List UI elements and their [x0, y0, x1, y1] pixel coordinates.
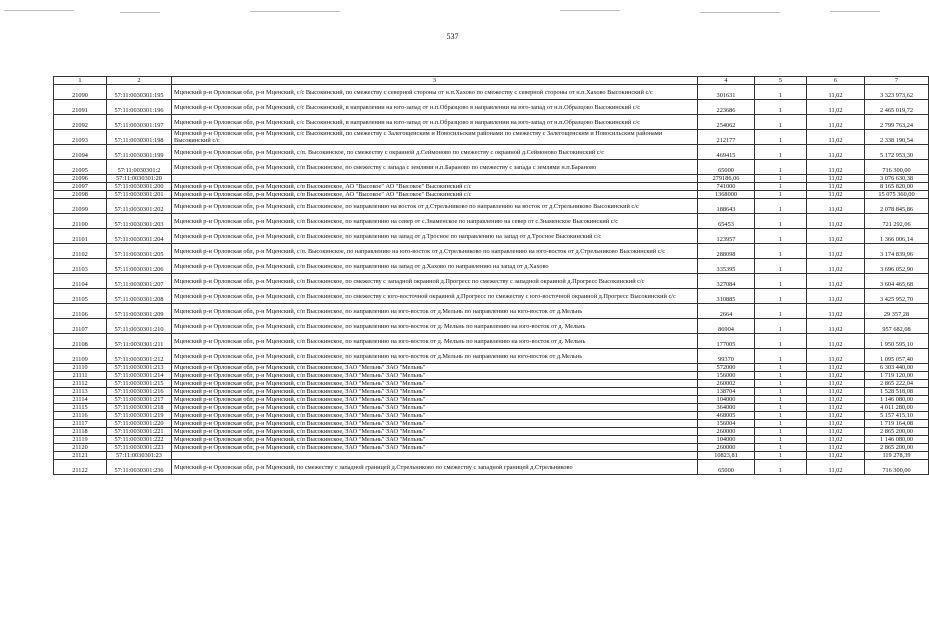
- rate: 11,02: [807, 100, 865, 115]
- quantity: 1: [755, 319, 807, 334]
- cadastral-number: 57:11:0030301:209: [107, 304, 172, 319]
- row-number: 21095: [54, 160, 107, 175]
- area: 223686: [698, 100, 755, 115]
- cadastral-number: 57:11:0030301:2: [107, 160, 172, 175]
- cadastral-number: 57:11:0030301:204: [107, 229, 172, 244]
- row-number: 21118: [54, 428, 107, 436]
- row-number: 21113: [54, 388, 107, 396]
- area: 301631: [698, 85, 755, 100]
- quantity: 1: [755, 214, 807, 229]
- cadastral-number: 57:11:0030301:221: [107, 428, 172, 436]
- location-description: Мценский р-н Орловская обл, р-н Мценский, с/п Высокинское, ЗАО "Мельнь" ЗАО "Мельнь": [172, 420, 698, 428]
- area: 138704: [698, 388, 755, 396]
- area: 468005: [698, 412, 755, 420]
- row-number: 21119: [54, 436, 107, 444]
- location-description: Мценский р-н Орловская обл, р-н Мценский, с/с Высокинский, по смежеству с северной стороны от н.п.Хахово по смежеству с северной стороны от н.п.Хахово Высокинский с/с: [172, 85, 698, 100]
- table-row: [54, 85, 929, 100]
- quantity: 1: [755, 452, 807, 460]
- quantity: 1: [755, 160, 807, 175]
- rate: 11,02: [807, 183, 865, 191]
- area: 254062: [698, 115, 755, 130]
- area: 177005: [698, 334, 755, 349]
- cadastral-value: 5 157 415,10: [865, 412, 929, 420]
- cadastral-number: 57:11:0030301:222: [107, 436, 172, 444]
- cadastral-number: 57:11:0030301:199: [107, 145, 172, 160]
- row-number: 21101: [54, 229, 107, 244]
- cadastral-number: 57:11:0030301:218: [107, 404, 172, 412]
- table-row: [54, 444, 929, 452]
- quantity: 1: [755, 460, 807, 475]
- area: 65000: [698, 160, 755, 175]
- cadastral-number: 57:11:0030301:212: [107, 349, 172, 364]
- table-row: [54, 130, 929, 145]
- row-number: 21091: [54, 100, 107, 115]
- area: 2664: [698, 304, 755, 319]
- rate: 11,02: [807, 388, 865, 396]
- table-row: [54, 428, 929, 436]
- rate: 11,02: [807, 304, 865, 319]
- row-number: 21111: [54, 372, 107, 380]
- area: 288098: [698, 244, 755, 259]
- table-row: [54, 183, 929, 191]
- cadastral-value: 2 465 019,72: [865, 100, 929, 115]
- rate: 11,02: [807, 319, 865, 334]
- location-description: [172, 452, 698, 460]
- row-number: 21092: [54, 115, 107, 130]
- area: 156004: [698, 420, 755, 428]
- area: 65000: [698, 460, 755, 475]
- quantity: 1: [755, 349, 807, 364]
- row-number: 21104: [54, 274, 107, 289]
- row-number: 21100: [54, 214, 107, 229]
- location-description: Мценский р-н Орловская обл, р-н Мценский, с/п Высокинское, по направлению на восток от д.Стрельниково по направлению на восток от д.Стрельниково Высокинский с/с: [172, 199, 698, 214]
- area: 123957: [698, 229, 755, 244]
- column-number: 4: [698, 77, 755, 85]
- cadastral-value: 1 528 518,08: [865, 388, 929, 396]
- column-number: 6: [807, 77, 865, 85]
- cadastral-value: 3 076 630,38: [865, 175, 929, 183]
- row-number: 21116: [54, 412, 107, 420]
- cadastral-value: 3 604 465,68: [865, 274, 929, 289]
- location-description: Мценский р-н Орловская обл, р-н Мценский, с/п Высокинское, по смежеству с западной окраиной д.Прогресс по смежеству с западной окраиной д.Прогресс Высокинский с/с: [172, 274, 698, 289]
- quantity: 1: [755, 244, 807, 259]
- column-number: 3: [172, 77, 698, 85]
- row-number: 21107: [54, 319, 107, 334]
- cadastral-value: 1 719 120,00: [865, 372, 929, 380]
- table-row: [54, 460, 929, 475]
- quantity: 1: [755, 334, 807, 349]
- table-row: [54, 115, 929, 130]
- rate: 11,02: [807, 244, 865, 259]
- cadastral-value: 1 366 006,14: [865, 229, 929, 244]
- row-number: 21108: [54, 334, 107, 349]
- row-number: 21102: [54, 244, 107, 259]
- cadastral-number: 57:11:0030301:215: [107, 380, 172, 388]
- cadastral-value: 957 682,08: [865, 319, 929, 334]
- area: 188643: [698, 199, 755, 214]
- location-description: Мценский р-н Орловская обл, р-н Мценский, с/п Высокинское, ЗАО "Мельнь" ЗАО "Мельнь": [172, 396, 698, 404]
- area: 260000: [698, 444, 755, 452]
- cadastral-number: 57:11:0030301:197: [107, 115, 172, 130]
- table-row: [54, 259, 929, 274]
- row-number: 21105: [54, 289, 107, 304]
- location-description: Мценский р-н Орловская обл, р-н Мценский, с/с Высокинский, в направлении на юго-запад от н.п.Образцово в направлении на юго-запад от н.п.Образцово Высокинский с/с: [172, 115, 698, 130]
- area: 310885: [698, 289, 755, 304]
- quantity: 1: [755, 130, 807, 145]
- rate: 11,02: [807, 349, 865, 364]
- table-row: [54, 452, 929, 460]
- table-row: [54, 396, 929, 404]
- row-number: 21098: [54, 191, 107, 199]
- rate: 11,02: [807, 412, 865, 420]
- cadastral-value: 4 011 280,00: [865, 404, 929, 412]
- cadastral-number: 57:11:0030301:206: [107, 259, 172, 274]
- cadastral-number: 57:11:0030301:205: [107, 244, 172, 259]
- quantity: 1: [755, 388, 807, 396]
- cadastral-number: 57:11:0030301:208: [107, 289, 172, 304]
- row-number: 21093: [54, 130, 107, 145]
- row-number: 21120: [54, 444, 107, 452]
- table-row: [54, 349, 929, 364]
- quantity: 1: [755, 364, 807, 372]
- table-row: [54, 364, 929, 372]
- row-number: 21094: [54, 145, 107, 160]
- cadastral-number: 57:11:0030301:203: [107, 214, 172, 229]
- rate: 11,02: [807, 428, 865, 436]
- rate: 11,02: [807, 191, 865, 199]
- table-row: [54, 319, 929, 334]
- cadastral-value: 2 078 845,86: [865, 199, 929, 214]
- cadastral-number: 57:11:0030301:210: [107, 319, 172, 334]
- cadastral-value: 3 323 973,62: [865, 85, 929, 100]
- cadastral-number: 57:11:0030301:223: [107, 444, 172, 452]
- row-number: 21114: [54, 396, 107, 404]
- rate: 11,02: [807, 145, 865, 160]
- row-number: 21097: [54, 183, 107, 191]
- cadastral-value: 2 338 190,54: [865, 130, 929, 145]
- cadastral-number: 57:11:0030301:200: [107, 183, 172, 191]
- quantity: 1: [755, 115, 807, 130]
- area: 572000: [698, 364, 755, 372]
- quantity: 1: [755, 100, 807, 115]
- area: 279186,06: [698, 175, 755, 183]
- location-description: Мценский р-н Орловская обл, р-н Мценский, с/п Высокинское, по направлению на запад от д.Тросное по направлению на запад от д.Тросное Высокинский с/с: [172, 229, 698, 244]
- cadastral-number: 57:11:0030301:198: [107, 130, 172, 145]
- cadastral-number: 57:11:0030301:220: [107, 420, 172, 428]
- cadastral-number: 57:11:0030301:195: [107, 85, 172, 100]
- column-number: 7: [865, 77, 929, 85]
- table-row: [54, 191, 929, 199]
- cadastral-number: 57:11:0030301:201: [107, 191, 172, 199]
- cadastral-value: 1 719 164,08: [865, 420, 929, 428]
- rate: 11,02: [807, 372, 865, 380]
- area: 260000: [698, 428, 755, 436]
- rate: 11,02: [807, 85, 865, 100]
- row-number: 21110: [54, 364, 107, 372]
- rate: 11,02: [807, 160, 865, 175]
- cadastral-value: 3 174 839,96: [865, 244, 929, 259]
- rate: 11,02: [807, 334, 865, 349]
- cadastral-number: 57:11:0030301:216: [107, 388, 172, 396]
- cadastral-number: 57:11:0030301:207: [107, 274, 172, 289]
- row-number: 21117: [54, 420, 107, 428]
- rate: 11,02: [807, 396, 865, 404]
- area: 212177: [698, 130, 755, 145]
- cadastral-value: 8 165 820,00: [865, 183, 929, 191]
- area: 1368000: [698, 191, 755, 199]
- cadastral-value: 29 357,28: [865, 304, 929, 319]
- row-number: 21122: [54, 460, 107, 475]
- quantity: 1: [755, 428, 807, 436]
- location-description: Мценский р-н Орловская обл, р-н Мценский, с/п Высокинское, АО "Высокое" АО "Высокое" Высокинский с/с: [172, 183, 698, 191]
- rate: 11,02: [807, 229, 865, 244]
- cadastral-value: 716 300,00: [865, 460, 929, 475]
- rate: 11,02: [807, 289, 865, 304]
- quantity: 1: [755, 145, 807, 160]
- cadastral-number: 57:11:0030301:213: [107, 364, 172, 372]
- table-row: [54, 289, 929, 304]
- location-description: Мценский р-н Орловская обл, р-н Мценский, с/п Высокинское, ЗАО "Мельнь" ЗАО "Мельнь": [172, 404, 698, 412]
- rate: 11,02: [807, 130, 865, 145]
- quantity: 1: [755, 199, 807, 214]
- cadastral-value: 2 799 763,24: [865, 115, 929, 130]
- table-row: [54, 412, 929, 420]
- table-row: [54, 380, 929, 388]
- cadastral-value: 716 300,00: [865, 160, 929, 175]
- quantity: 1: [755, 191, 807, 199]
- rate: 11,02: [807, 199, 865, 214]
- area: 10823,81: [698, 452, 755, 460]
- quantity: 1: [755, 372, 807, 380]
- location-description: Мценский р-н Орловская обл, р-н Мценский, с/п Высокинское, АО "Высокое" АО "Высокое" Высокинский с/с: [172, 191, 698, 199]
- cadastral-value: 1 146 080,00: [865, 396, 929, 404]
- area: 156000: [698, 372, 755, 380]
- quantity: 1: [755, 274, 807, 289]
- quantity: 1: [755, 420, 807, 428]
- location-description: Мценский р-н Орловская обл, р-н Мценский, с/п Высокинское, по направлению на юго-восток от д.Мельнь по направлению на юго-восток от д.Мельнь: [172, 349, 698, 364]
- location-description: Мценский р-н Орловская обл, р-н Мценский, с/п Высокинское, ЗАО "Мельнь" ЗАО "Мельнь": [172, 412, 698, 420]
- location-description: Мценский р-н Орловская обл, р-н Мценский, с/п. Высокинское, по смежеству с окраиной д.Сеймоново по смежеству с окраиной д.Сеймоново Высокинский с/с: [172, 145, 698, 160]
- table-row: [54, 145, 929, 160]
- column-number: 5: [755, 77, 807, 85]
- page-number: 537: [446, 32, 459, 41]
- area: 86904: [698, 319, 755, 334]
- area: 364000: [698, 404, 755, 412]
- location-description: Мценский р-н Орловская обл, р-н Мценский, с/п Высокинское, ЗАО "Мельнь" ЗАО "Мельнь": [172, 380, 698, 388]
- cadastral-value: 2 865 200,00: [865, 428, 929, 436]
- rate: 11,02: [807, 175, 865, 183]
- table-row: [54, 372, 929, 380]
- table-row: [54, 214, 929, 229]
- location-description: Мценский р-н Орловская обл, р-н Мценский, с/п Высокинское, ЗАО "Мельнь" ЗАО "Мельнь": [172, 428, 698, 436]
- quantity: 1: [755, 404, 807, 412]
- table-row: [54, 334, 929, 349]
- cadastral-value: 3 696 052,90: [865, 259, 929, 274]
- row-number: 21106: [54, 304, 107, 319]
- table-row: [54, 244, 929, 259]
- cadastral-value: 1 146 080,00: [865, 436, 929, 444]
- area: 335395: [698, 259, 755, 274]
- location-description: Мценский р-н Орловская обл, р-н Мценский, с/п Высокинское, ЗАО "Мельнь" ЗАО "Мельнь": [172, 388, 698, 396]
- column-number: 2: [107, 77, 172, 85]
- quantity: 1: [755, 175, 807, 183]
- table-row: [54, 274, 929, 289]
- quantity: 1: [755, 396, 807, 404]
- location-description: Мценский р-н Орловская обл, р-н Мценский, с/п Высокинское, ЗАО "Мельнь" ЗАО "Мельнь": [172, 364, 698, 372]
- cadastral-number: 57:11:0030301:211: [107, 334, 172, 349]
- table-row: [54, 175, 929, 183]
- row-number: 21121: [54, 452, 107, 460]
- rate: 11,02: [807, 214, 865, 229]
- cadastral-value: 2 865 200,00: [865, 444, 929, 452]
- location-description: Мценский р-н Орловская обл, р-н Мценский, с/п Высокинское, ЗАО "Мельнь" ЗАО "Мельнь": [172, 372, 698, 380]
- area: 741000: [698, 183, 755, 191]
- area: 327084: [698, 274, 755, 289]
- cadastral-value: 15 075 360,00: [865, 191, 929, 199]
- cadastral-value: 1 095 057,40: [865, 349, 929, 364]
- table-row: [54, 420, 929, 428]
- scan-noise: [0, 8, 905, 18]
- area: 99370: [698, 349, 755, 364]
- table-row: [54, 436, 929, 444]
- area: 104000: [698, 396, 755, 404]
- location-description: Мценский р-н Орловская обл, р-н Мценский, с/п Высокинское, по направлению на юго-восток от д. Мельнь по направлению на юго-восток от д. Мельнь: [172, 319, 698, 334]
- rate: 11,02: [807, 436, 865, 444]
- quantity: 1: [755, 229, 807, 244]
- table-row: [54, 199, 929, 214]
- location-description: Мценский р-н Орловская обл, р-н Мценский, с/с Высокинский, по смежеству с Залегощенским и Новосильским районами по смежеству с Залегощенским и Новосильским районами Высокинский с/с: [172, 130, 698, 145]
- cadastral-number: 57:11:0030301:23: [107, 452, 172, 460]
- cadastral-value: 5 172 953,30: [865, 145, 929, 160]
- location-description: Мценский р-н Орловская обл, р-н Мценский, с/с Высокинский, в направлении на юго-запад от н.п.Образцово в направлении на юго-запад от н.п.Образцово Высокинский с/с: [172, 100, 698, 115]
- table-row: [54, 404, 929, 412]
- row-number: 21090: [54, 85, 107, 100]
- location-description: Мценский р-н Орловская обл, р-н Мценский, с/п Высокинское, ЗАО "Мельнь" ЗАО "Мельнь": [172, 436, 698, 444]
- cadastral-number: 57:11:0030301:217: [107, 396, 172, 404]
- quantity: 1: [755, 183, 807, 191]
- quantity: 1: [755, 444, 807, 452]
- cadastral-number: 57:11:0030301:214: [107, 372, 172, 380]
- column-number: 1: [54, 77, 107, 85]
- cadastral-number: 57:11:0030301:202: [107, 199, 172, 214]
- column-number-row: [54, 77, 929, 85]
- quantity: 1: [755, 436, 807, 444]
- rate: 11,02: [807, 259, 865, 274]
- rate: 11,02: [807, 452, 865, 460]
- row-number: 21109: [54, 349, 107, 364]
- rate: 11,02: [807, 364, 865, 372]
- quantity: 1: [755, 304, 807, 319]
- location-description: Мценский р-н Орловская обл, р-н Мценский, по смежеству с западной границей д.Стрельниково по смежеству с западной границей д.Стрельниково: [172, 460, 698, 475]
- location-description: Мценский р-н Орловская обл, р-н Мценский, с/п Высокинское, по направлению на юго-восток от д. Мельнь по направлению на юго-восток от д. Мельнь: [172, 334, 698, 349]
- quantity: 1: [755, 412, 807, 420]
- cadastral-number: 57:11:0030301:20: [107, 175, 172, 183]
- rate: 11,02: [807, 115, 865, 130]
- table-row: [54, 160, 929, 175]
- table-row: [54, 100, 929, 115]
- location-description: [172, 175, 698, 183]
- cadastral-number: 57:11:0030301:219: [107, 412, 172, 420]
- area: 65453: [698, 214, 755, 229]
- rate: 11,02: [807, 420, 865, 428]
- location-description: Мценский р-н Орловская обл, р-н Мценский, с/п Высокинское, по смежеству с запада с землями н.п.Бараново по смежеству с запада с землями н.п.Бараново: [172, 160, 698, 175]
- quantity: 1: [755, 259, 807, 274]
- cadastral-value: 721 292,06: [865, 214, 929, 229]
- land-plots-table: [53, 76, 929, 475]
- cadastral-value: 6 303 440,00: [865, 364, 929, 372]
- rate: 11,02: [807, 274, 865, 289]
- row-number: 21103: [54, 259, 107, 274]
- table-row: [54, 229, 929, 244]
- area: 260002: [698, 380, 755, 388]
- location-description: Мценский р-н Орловская обл, р-н Мценский, с/п. Высокинское, по направлению на юго-восток от д.Стрельниково по направлению на юго-восток от д.Стрельниково Высокинский с/с: [172, 244, 698, 259]
- cadastral-value: 3 425 952,70: [865, 289, 929, 304]
- cadastral-value: 2 865 222,04: [865, 380, 929, 388]
- row-number: 21112: [54, 380, 107, 388]
- quantity: 1: [755, 289, 807, 304]
- area: 104000: [698, 436, 755, 444]
- rate: 11,02: [807, 460, 865, 475]
- cadastral-value: 119 278,39: [865, 452, 929, 460]
- quantity: 1: [755, 380, 807, 388]
- location-description: Мценский р-н Орловская обл, р-н Мценский, с/п Высокинское, по направлению на север от с.Знаменское по направлению на север от с.Знаменское Высокинский с/с: [172, 214, 698, 229]
- rate: 11,02: [807, 404, 865, 412]
- location-description: Мценский р-н Орловская обл, р-н Мценский, с/п Высокинское, по направлению на запад от д.Хахово по направлению на запад от д.Хахово: [172, 259, 698, 274]
- row-number: 21096: [54, 175, 107, 183]
- table-row: [54, 388, 929, 396]
- area: 469415: [698, 145, 755, 160]
- table-row: [54, 304, 929, 319]
- row-number: 21099: [54, 199, 107, 214]
- rate: 11,02: [807, 380, 865, 388]
- quantity: 1: [755, 85, 807, 100]
- cadastral-number: 57:11:0030301:236: [107, 460, 172, 475]
- location-description: Мценский р-н Орловская обл, р-н Мценский, с/п Высокинское, по смежеству с юго-восточной окраиной д.Прогресс по смежеству с юго-восточной окраиной д.Прогресс Высокинский с/с: [172, 289, 698, 304]
- cadastral-value: 1 950 595,10: [865, 334, 929, 349]
- rate: 11,02: [807, 444, 865, 452]
- location-description: Мценский р-н Орловская обл, р-н Мценский, с/п Высокинское, по направлению на юго-восток от д.Мельнь по направлению на юго-восток от д.Мельнь: [172, 304, 698, 319]
- location-description: Мценский р-н Орловская обл, р-н Мценский, с/п Высокинское, ЗАО "Мельнь" ЗАО "Мельнь": [172, 444, 698, 452]
- cadastral-number: 57:11:0030301:196: [107, 100, 172, 115]
- row-number: 21115: [54, 404, 107, 412]
